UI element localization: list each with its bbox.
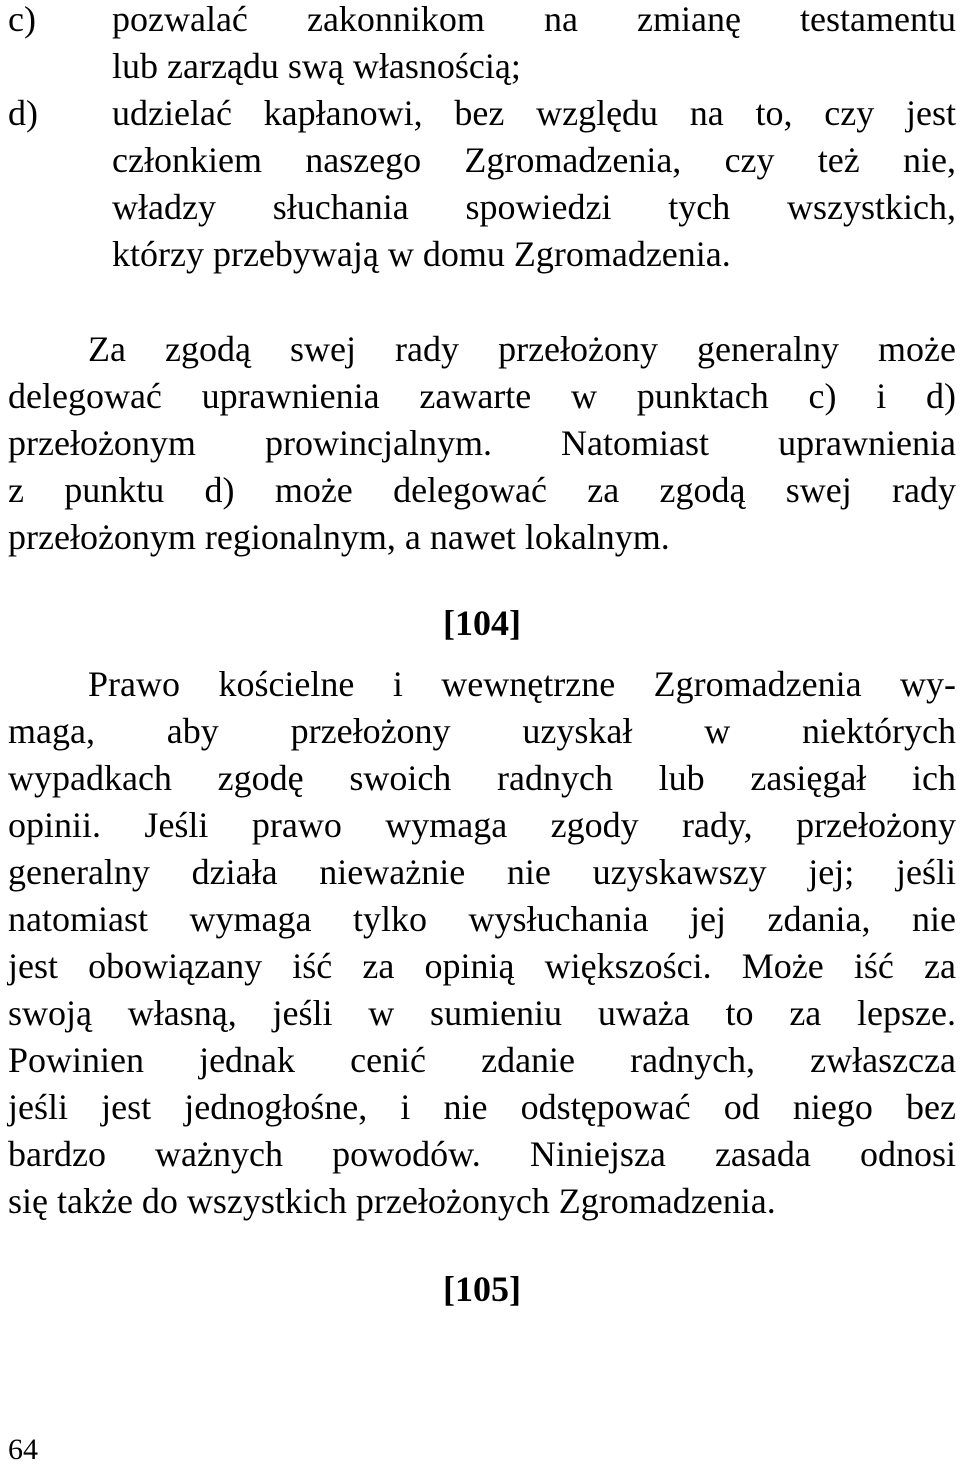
paragraph-council-line-10: jeśli jest jednogłośne, i nie odstępować od niego bez <box>8 1087 956 1127</box>
list-item-c-line-2: lub zarządu swą własnością; <box>112 46 521 86</box>
paragraph-council-consent <box>8 661 956 1225</box>
paragraph-delegation-line-4: z punktu d) może delegować za zgodą swej rady <box>8 470 956 510</box>
section-number-104: [104] <box>443 603 521 643</box>
paragraph-council-line-9: Powinien jednak cenić zdanie radnych, zwłaszcza <box>8 1040 956 1080</box>
paragraph-council-line-5: generalny działa nieważnie nie uzyskawszy jej; jeśli <box>8 852 956 892</box>
paragraph-council-line-11: bardzo ważnych powodów. Niniejsza zasada odnosi <box>8 1134 956 1174</box>
paragraph-delegation-line-1: Za zgodą swej rady przełożony generalny może <box>88 329 956 369</box>
list-item-d <box>8 90 956 278</box>
section-number-105: [105] <box>443 1269 521 1309</box>
paragraph-council-line-12: się także do wszystkich przełożonych Zgromadzenia. <box>8 1181 776 1221</box>
list-item-d-line-1 <box>8 90 956 137</box>
list-item-c-text-1: pozwalać zakonnikom na zmianę testamentu <box>112 0 956 39</box>
paragraph-council-line-4: opinii. Jeśli prawo wymaga zgody rady, przełożony <box>8 805 956 845</box>
list-item-d-line-2: członkiem naszego Zgromadzenia, czy też nie, <box>112 140 956 180</box>
paragraph-delegation-line-3: przełożonym prowincjalnym. Natomiast uprawnienia <box>8 423 956 463</box>
paragraph-council-line-6: natomiast wymaga tylko wysłuchania jej zdania, nie <box>8 899 956 939</box>
paragraph-delegation <box>8 326 956 561</box>
paragraph-delegation-line-5: przełożonym regionalnym, a nawet lokalnym. <box>8 517 670 557</box>
paragraph-council-line-7: jest obowiązany iść za opinią większości. Może iść za <box>8 946 956 986</box>
paragraph-council-line-2: maga, aby przełożony uzyskał w niektórych <box>8 711 956 751</box>
paragraph-council-line-8: swoją własną, jeśli w sumieniu uważa to za lepsze. <box>8 993 956 1033</box>
list-item-d-text-1: udzielać kapłanowi, bez względu na to, czy jest <box>112 93 956 133</box>
page-number: 64 <box>8 1433 38 1466</box>
list-item-c-line-1 <box>8 0 956 43</box>
list-item-d-line-4: którzy przebywają w domu Zgromadzenia. <box>112 234 731 274</box>
paragraph-council-line-1: Prawo kościelne i wewnętrzne Zgromadzenia wy- <box>88 664 956 704</box>
paragraph-council-line-3: wypadkach zgodę swoich radnych lub zasięgał ich <box>8 758 956 798</box>
list-marker-c: c) <box>8 0 36 39</box>
list-marker-d: d) <box>8 93 38 133</box>
list-item-c <box>8 0 956 90</box>
list-item-d-line-3: władzy słuchania spowiedzi tych wszystkich, <box>112 187 956 227</box>
paragraph-delegation-line-2: delegować uprawnienia zawarte w punktach c) i d) <box>8 376 956 416</box>
